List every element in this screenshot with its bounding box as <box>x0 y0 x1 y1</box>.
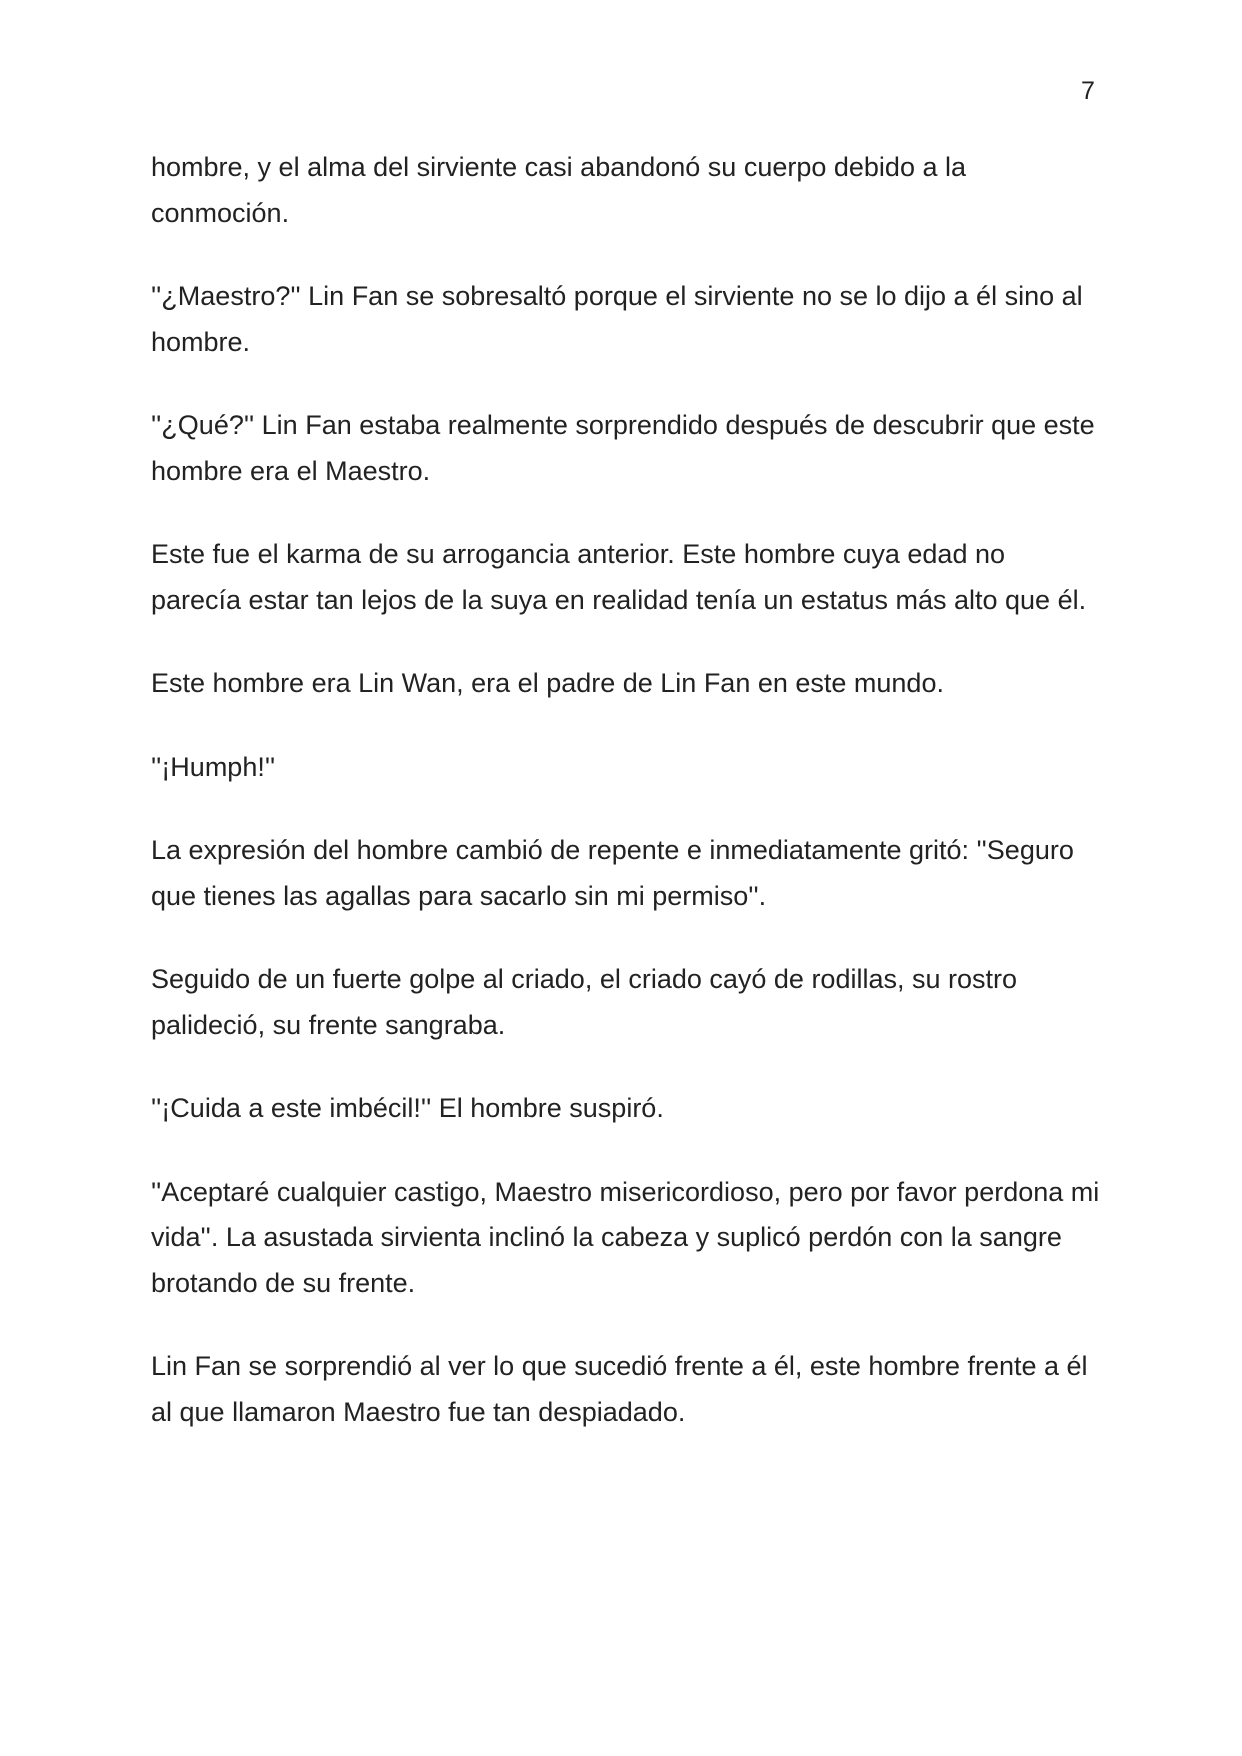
paragraph: Seguido de un fuerte golpe al criado, el criado cayó de rodillas, su rostro palideció, su frente sangraba. <box>151 964 1018 1040</box>
page-body <box>151 145 1101 1473</box>
paragraph: Este hombre era Lin Wan, era el padre de Lin Fan en este mundo. <box>151 668 944 698</box>
paragraph: ''¡Humph!'' <box>151 751 276 782</box>
paragraph: ''Aceptaré cualquier castigo, Maestro misericordioso, pero por favor perdona mi vida''. La asustada sirvienta inclinó la cabeza y suplicó perdón con la sangre brotando de su frente. <box>151 1176 1100 1298</box>
paragraph: ''¿Qué?'' Lin Fan estaba realmente sorprendido después de descubrir que este hombre era el Maestro. <box>151 410 1095 486</box>
page-number: 7 <box>1081 77 1095 105</box>
paragraph: hombre, y el alma del sirviente casi abandonó su cuerpo debido a la conmoción. <box>151 152 966 228</box>
paragraph: ''¿Maestro?'' Lin Fan se sobresaltó porque el sirviente no se lo dijo a él sino al hombre. <box>151 281 1083 357</box>
paragraph: Lin Fan se sorprendió al ver lo que sucedió frente a él, este hombre frente a él al que llamaron Maestro fue tan despiadado. <box>151 1351 1088 1427</box>
paragraph: Este fue el karma de su arrogancia anterior. Este hombre cuya edad no parecía estar tan lejos de la suya en realidad tenía un estatus más alto que él. <box>151 539 1087 615</box>
paragraph: La expresión del hombre cambió de repente e inmediatamente gritó: ''Seguro que tienes las agallas para sacarlo sin mi permiso''. <box>151 835 1074 911</box>
paragraph: ''¡Cuida a este imbécil!'' El hombre suspiró. <box>151 1093 664 1123</box>
